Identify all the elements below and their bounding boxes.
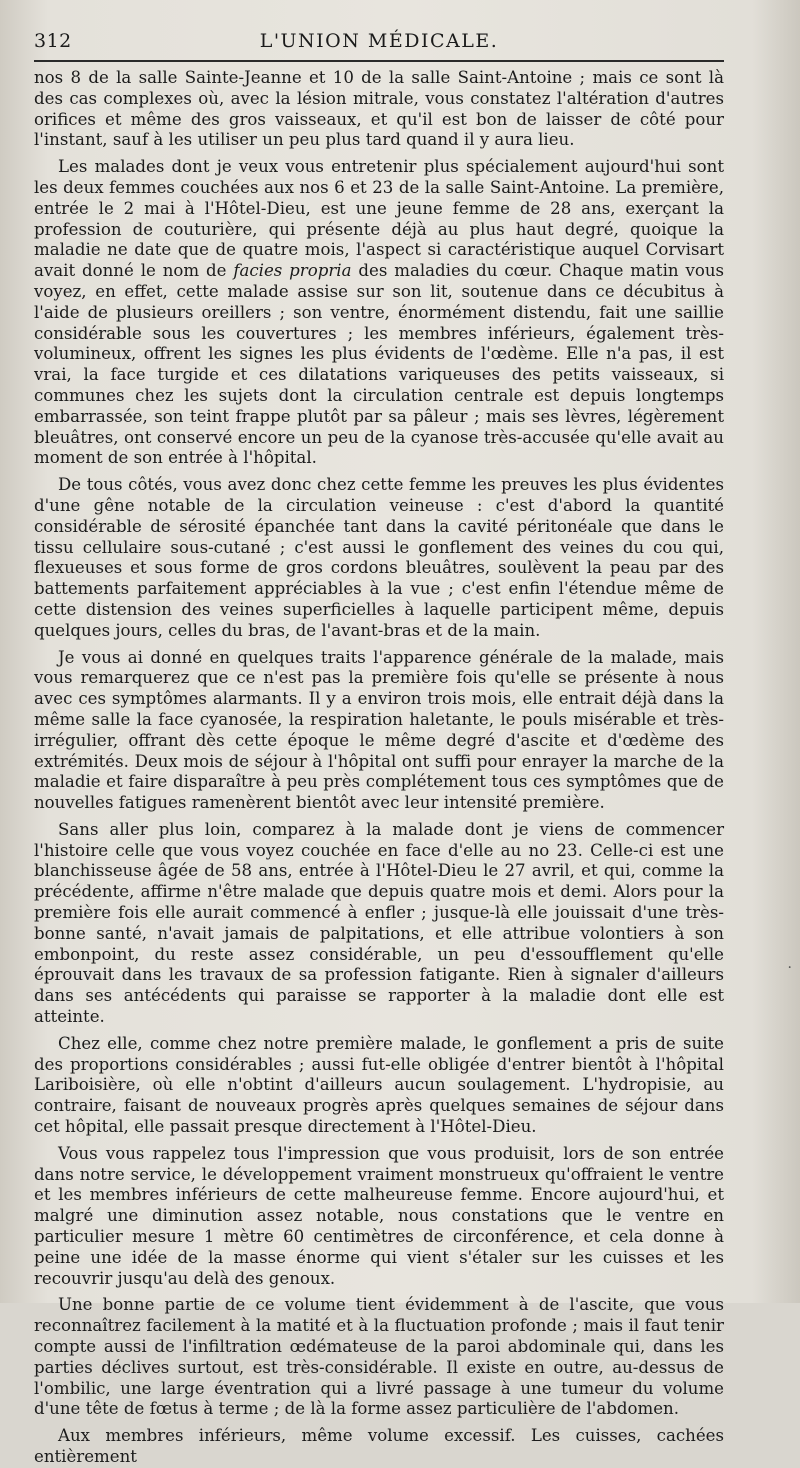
italic-term: facies propria [233, 261, 352, 281]
paragraph-4: Je vous ai donné en quelques traits l'apparence générale de la malade, mais vous remarquerez que ce n'est pas la première fois qu'elle se présente à nous avec ces symptômes alarmants. Il y a environ trois mois, elle entrait déjà dans la même salle la face cyanosée, la respiration haletante, le pouls misérable et très-irrégulier, offrant dès cette époque le même degré d'ascite et d'œdème des extrémités. Deux mois de séjour à l'hôpital ont suffi pour enrayer la marche de la maladie et faire disparaître à peu près complétement tous ces symptômes que de nouvelles fatigues ramenèrent bientôt avec leur intensité première. [34, 647, 724, 813]
paragraph-2 [34, 157, 724, 469]
page-number: 312 [34, 30, 72, 52]
running-title: L'UNION MÉDICALE. [259, 30, 499, 52]
margin-dot: · [787, 960, 792, 976]
paragraph-9: Aux membres inférieurs, même volume excessif. Les cuisses, cachées entièrement [34, 1426, 724, 1466]
paragraph-2-part-2: des maladies du cœur. Chaque matin vous voyez, en effet, cette malade assise sur son lit, soutenue dans ce décubitus à l'aide de plusieurs oreillers ; son ventre, énormément distendu, fait une saillie considérable sous les couvertures ; les membres inférieurs, également très-volumineux, offrent les signes les plus évidents de l'œdème. Elle n'a pas, il est vrai, la face turgide et ces dilatations variqueuses des petits vaisseaux, si communes chez les sujets dont la circulation centrale est depuis longtemps embarrassée, son teint frappe plutôt par sa pâleur ; mais ses lèvres, légèrement bleuâtres, ont conservé encore un peu de la cyanose très-accusée qu'elle avait au moment de son entrée à l'hôpital. [34, 261, 725, 468]
paragraph-2-part-1: Les malades dont je veux vous entretenir plus spécialement aujourd'hui sont les deux femmes couchées aux nos 6 et 23 de la salle Saint-Antoine. La première, entrée le 2 mai à l'Hôtel-Dieu, est une jeune femme de 28 ans, exerçant la profession de couturière, qui présente déjà au plus haut degré, quoique la maladie ne date que de quatre mois, l'aspect si caractéristique auquel Corvisart avait donné le nom de [34, 157, 724, 281]
header-rule [34, 60, 724, 62]
paragraph-6: Chez elle, comme chez notre première malade, le gonflement a pris de suite des proportions considérables ; aussi fut-elle obligée d'entrer bientôt à l'hôpital Lariboisière, où elle n'obtint d'ailleurs aucun soulagement. L'hydropisie, au contraire, faisant de nouveaux progrès après quelques semaines de séjour dans cet hôpital, elle passait presque directement à l'Hôtel-Dieu. [34, 1033, 724, 1137]
paragraph-8: Une bonne partie de ce volume tient évidemment à de l'ascite, que vous reconnaîtrez facilement à la matité et à la fluctuation profonde ; mais il faut tenir compte aussi de l'infiltration œdémateuse de la paroi abdominale qui, dans les parties déclives surtout, est très-considérable. Il existe en outre, au-dessus de l'ombilic, une large éventration qui a livré passage à une tumeur du volume d'une tête de fœtus à terme ; de là la forme assez particulière de l'abdomen. [34, 1295, 724, 1419]
paragraph-1: nos 8 de la salle Sainte-Jeanne et 10 de la salle Saint-Antoine ; mais ce sont là des cas complexes où, avec la lésion mitrale, vous constatez l'altération d'autres orifices et même des gros vaisseaux, et qu'il est bon de laisser de côté pour l'instant, sauf à les utiliser un peu plus tard quand il y aura lieu. [34, 68, 724, 150]
article-body [34, 68, 724, 1468]
paragraph-5: Sans aller plus loin, comparez à la malade dont je viens de commencer l'histoire celle que vous voyez couchée en face d'elle au no 23. Celle-ci est une blanchisseuse âgée de 58 ans, entrée à l'Hôtel-Dieu le 27 avril, et qui, comme la précédente, affirme n'être malade que depuis quatre mois et demi. Alors pour la première fois elle aurait commencé à enfler ; jusque-là elle jouissait d'une très-bonne santé, n'avait jamais de palpitations, et elle attribue volontiers à son embonpoint, du reste assez considérable, un peu d'essoufflement qu'elle éprouvait dans les travaux de sa profession fatigante. Rien à signaler d'ailleurs dans ses antécédents qui paraisse se rapporter à la maladie dont elle est atteinte. [34, 819, 724, 1027]
paragraph-7: Vous vous rappelez tous l'impression que vous produisit, lors de son entrée dans notre service, le développement vraiment monstrueux qu'offraient le ventre et les membres inférieurs de cette malheureuse femme. Encore aujourd'hui, et malgré une diminution assez notable, nous constations que le ventre en particulier mesure 1 mètre 60 centimètres de circonférence, et cela donne à peine une idée de la masse énorme qui vient s'étaler sur les cuisses et les recouvrir jusqu'au delà des genoux. [34, 1143, 724, 1288]
paragraph-3: De tous côtés, vous avez donc chez cette femme les preuves les plus évidentes d'une gêne notable de la circulation veineuse : c'est d'abord la quantité considérable de sérosité épanchée tant dans la cavité péritonéale que dans le tissu cellulaire sous-cutané ; c'est aussi le gonflement des veines du cou qui, flexueuses et sous forme de gros cordons bleuâtres, soulèvent la peau par des battements parfaitement appréciables à la vue ; c'est enfin l'étendue même de cette distension des veines superficielles à laquelle participent même, depuis quelques jours, celles du bras, de l'avant-bras et de la main. [34, 475, 724, 640]
page-header [34, 30, 724, 58]
